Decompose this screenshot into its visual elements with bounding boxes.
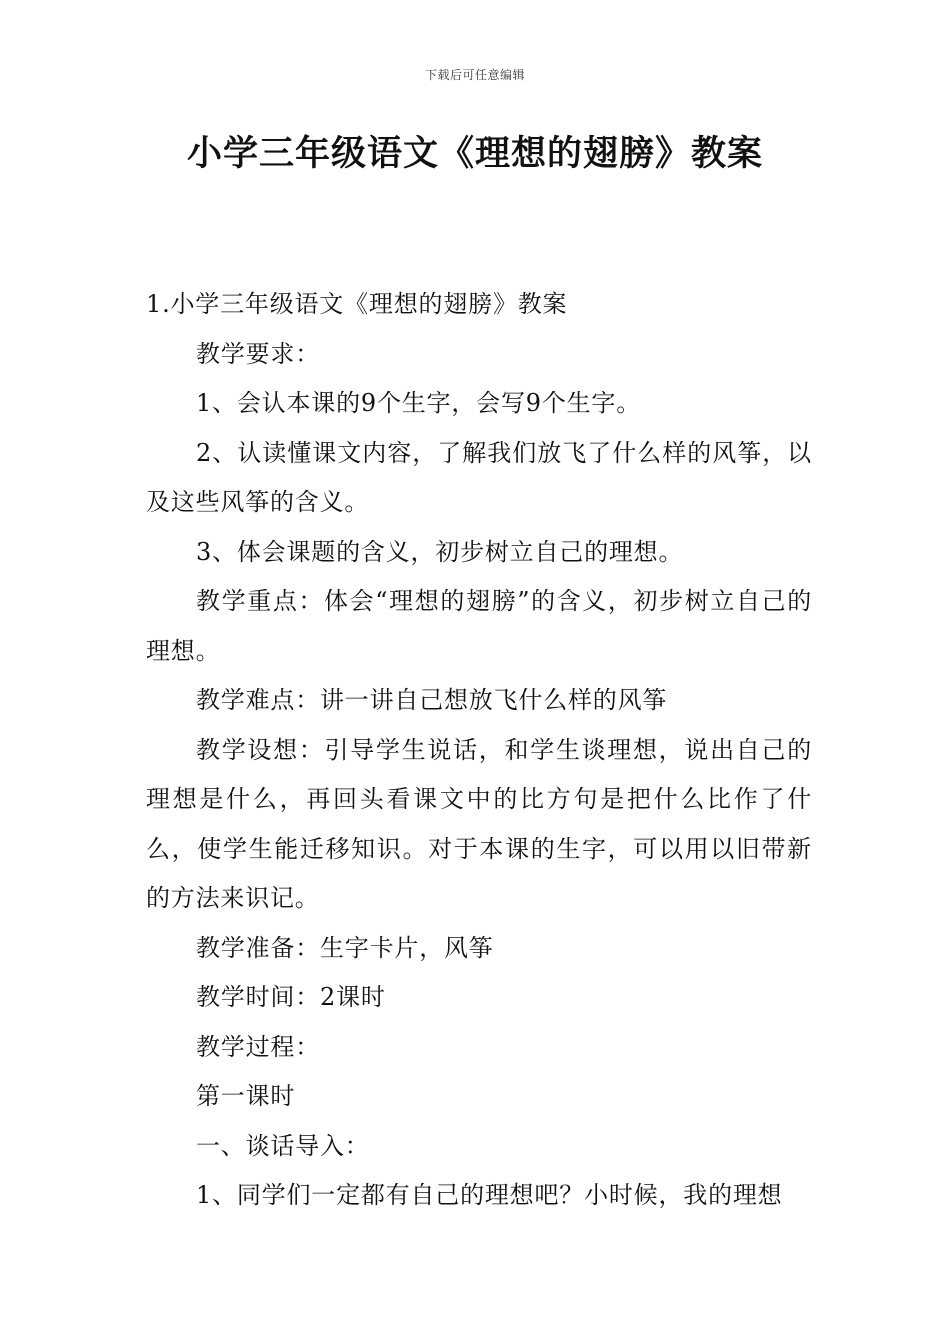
paragraph: 1、同学们一定都有自己的理想吧？小时候，我的理想	[196, 1181, 783, 1209]
paragraph: 1、会认本课的9个生字，会写9个生字。	[196, 389, 642, 417]
document-title: 小学三年级语文《理想的翅膀》教案	[186, 134, 763, 174]
paragraph: 教学重点：体会“理想的翅膀”的含义，初步树立自己的理想。	[146, 587, 812, 665]
paragraph: 教学难点：讲一讲自己想放飞什么样的风筝	[196, 686, 668, 714]
paragraph: 教学设想：引导学生说话，和学生谈理想，说出自己的理想是什么，再回头看课文中的比方句是把什么比作了什么，使学生能迁移知识。对于本课的生字，可以用以旧带新的方法来识记。	[146, 735, 812, 912]
paragraph: 2、认读懂课文内容，了解我们放飞了什么样的风筝，以及这些风筝的含义。	[146, 438, 812, 516]
paragraph: 教学过程：	[196, 1032, 320, 1061]
paragraph: 教学要求：	[196, 339, 320, 368]
paragraph: 教学准备：生字卡片，风筝	[196, 933, 494, 962]
document-body	[146, 280, 812, 1221]
paragraph: 第一课时	[196, 1082, 296, 1110]
header-note: 下载后可任意编辑	[424, 68, 525, 82]
paragraph: 教学时间：2课时	[196, 983, 386, 1011]
paragraph-heading: 1.小学三年级语文《理想的翅膀》教案	[146, 290, 568, 318]
paragraph: 一、谈话导入：	[196, 1131, 370, 1160]
paragraph: 3、体会课题的含义，初步树立自己的理想。	[196, 537, 684, 566]
